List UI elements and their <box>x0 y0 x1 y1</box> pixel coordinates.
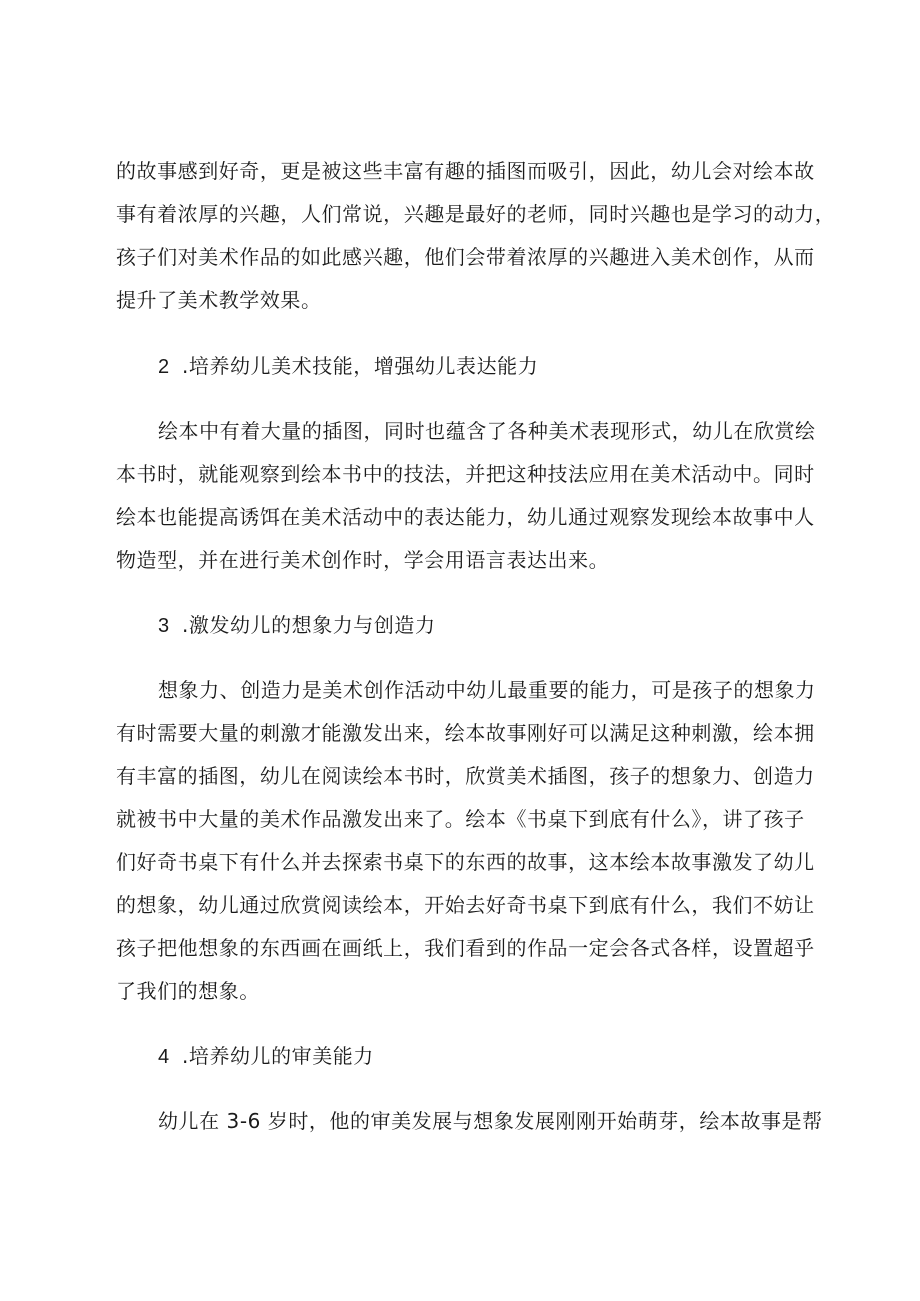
section-title: .激发幼儿的想象力与创造力 <box>182 613 436 637</box>
paragraph-line: 幼儿在 3-6 岁时，他的审美发展与想象发展刚刚开始萌芽，绘本故事是帮 <box>158 1109 823 1133</box>
paragraph-line: 就被书中大量的美术作品激发出来了。绘本《书桌下到底有什么》，讲了孩子 <box>116 807 805 831</box>
section-title: .培养幼儿的审美能力 <box>182 1044 374 1068</box>
paragraph-line: 孩子们对美术作品的如此感兴趣，他们会带着浓厚的兴趣进入美术创作，从而 <box>116 245 815 269</box>
paragraph-line: 提升了美术教学效果。 <box>116 288 322 312</box>
paragraph-line: 的想象，幼儿通过欣赏阅读绘本，开始去好奇书桌下到底有什么，我们不妨让 <box>116 893 815 917</box>
paragraph-line: 本书时，就能观察到绘本书中的技法，并把这种技法应用在美术活动中。同时 <box>116 462 815 486</box>
paragraph-line: 了我们的想象。 <box>116 979 260 1003</box>
section-number: 4 <box>158 1046 170 1068</box>
section-heading <box>158 612 858 639</box>
section-title: .培养幼儿美术技能，增强幼儿表达能力 <box>182 354 539 378</box>
paragraph-line: 们好奇书桌下有什么并去探索书桌下的东西的故事，这本绘本故事激发了幼儿 <box>116 850 815 874</box>
paragraph-line: 绘本中有着大量的插图，同时也蕴含了各种美术表现形式，幼儿在欣赏绘 <box>158 419 816 443</box>
paragraph-line: 绘本也能提高诱饵在美术活动中的表达能力，幼儿通过观察发现绘本故事中人 <box>116 505 815 529</box>
paragraph-line: 孩子把他想象的东西画在画纸上，我们看到的作品一定会各式各样，设置超乎 <box>116 936 815 960</box>
section-number: 3 <box>158 615 170 637</box>
paragraph-line: 物造型，并在进行美术创作时，学会用语言表达出来。 <box>116 548 610 572</box>
paragraph-line: 有丰富的插图，幼儿在阅读绘本书时，欣赏美术插图，孩子的想象力、创造力 <box>116 764 815 788</box>
section-number: 2 <box>158 356 170 378</box>
paragraph-line: 事有着浓厚的兴趣，人们常说，兴趣是最好的老师，同时兴趣也是学习的动力， <box>116 202 836 226</box>
paragraph-line: 有时需要大量的刺激才能激发出来，绘本故事刚好可以满足这种刺激，绘本拥 <box>116 721 815 745</box>
section-heading <box>158 353 858 380</box>
section-heading <box>158 1043 858 1070</box>
paragraph-line: 想象力、创造力是美术创作活动中幼儿最重要的能力，可是孩子的想象力 <box>158 678 816 702</box>
paragraph-line: 的故事感到好奇，更是被这些丰富有趣的插图而吸引，因此，幼儿会对绘本故 <box>116 159 815 183</box>
